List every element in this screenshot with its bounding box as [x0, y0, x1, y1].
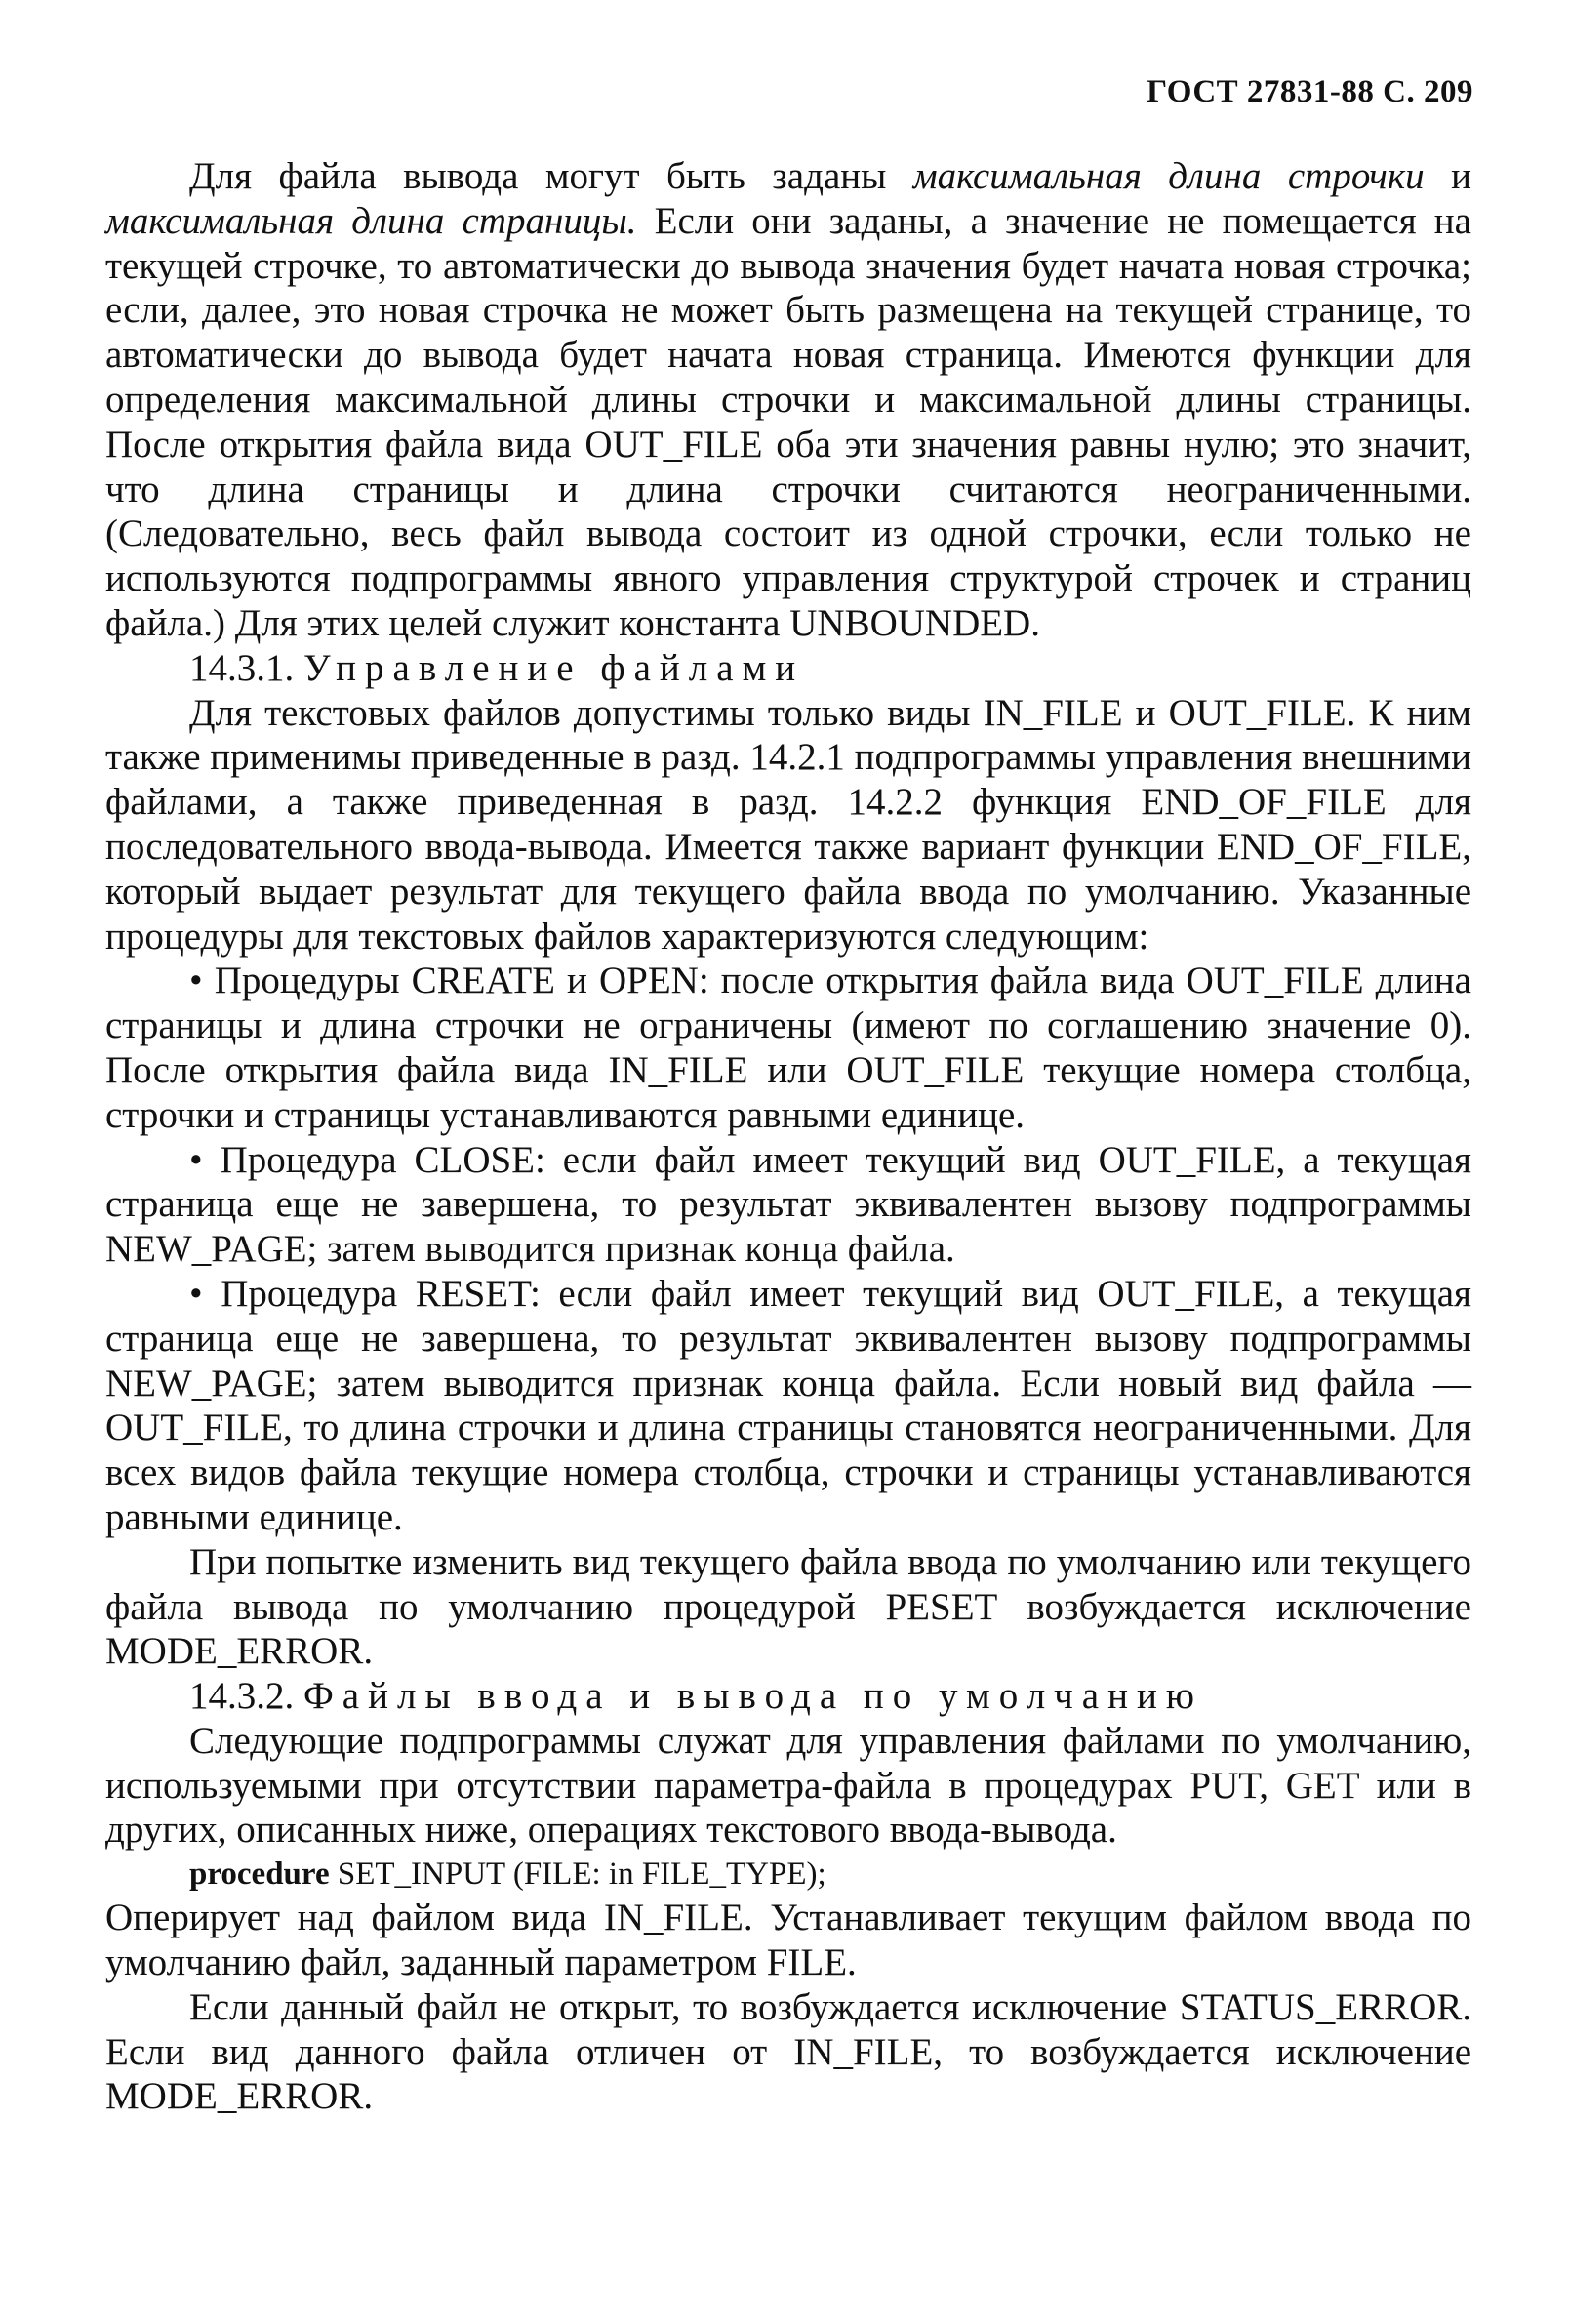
section-number: 14.3.1.	[189, 646, 295, 689]
section-number: 14.3.2.	[189, 1675, 295, 1718]
intro-italic-2: максимальная длина страницы.	[105, 199, 637, 242]
paragraph: Если данный файл не открыт, то возбуждается исключение STATUS_ERROR. Если вид данного файла отличен от IN_FILE, то возбуждается исключение MODE_ERROR.	[105, 1985, 1471, 2118]
bullet-item-create-open: • Процедуры CREATE и OPEN: после открытия файла вида OUT_FILE длина страницы и длина строчки не ограничены (имеют по соглашению значение 0). После открытия файла вида IN_FILE или OUT_FILE текущие номера столбца, строчки и страницы устанавливаются равными единице.	[105, 959, 1471, 1136]
paragraph: При попытке изменить вид текущего файла ввода по умолчанию или текущего файла вывода по умолчанию процедурой PESET возбуждается исключение MODE_ERROR.	[105, 1540, 1471, 1673]
document-body	[105, 154, 1471, 2119]
section-title: Управление файлами	[303, 646, 805, 689]
paragraph: Оперирует над файлом вида IN_FILE. Устанавливает текущим файлом ввода по умолчанию файл, заданный параметром FILE.	[105, 1896, 1471, 1984]
paragraph: Для текстовых файлов допустимы только виды IN_FILE и OUT_FILE. К ним также применимы приведенные в разд. 14.2.1 подпрограммы управления внешними файлами, а также приведенная в разд. 14.2.2 функция END_OF_FILE для последовательного ввода-вывода. Имеется также вариант функции END_OF_FILE, который выдает результат для текущего файла ввода по умолчанию. Указанные процедуры для текстовых файлов характеризуются следующим:	[105, 691, 1471, 958]
bullet-item-reset: • Процедура RESET: если файл имеет текущий вид OUT_FILE, а текущая страница еще не завершена, то результат эквивалентен вызову подпрограммы NEW_PAGE; затем выводится признак конца файла. Если новый вид файла — OUT_FILE, то длина строчки и длина страницы становятся неограниченными. Для всех видов файла текущие номера столбца, строчки и страницы устанавливаются равными единице.	[105, 1272, 1471, 1538]
intro-text-1: Для файла вывода могут быть заданы	[189, 155, 913, 197]
section-heading-14-3-2	[105, 1674, 1471, 1719]
code-declaration	[105, 1853, 1471, 1896]
intro-italic-1: максимальная длина строчки	[912, 155, 1425, 197]
intro-text-2: и	[1424, 155, 1471, 197]
paragraph: Следующие подпрограммы служат для управления файлами по умолчанию, используемыми при отсутствии параметра-файла в процедурах PUT, GET или в других, описанных ниже, операциях текстового ввода-вывода.	[105, 1719, 1471, 1852]
page-header: ГОСТ 27831-88 С. 209	[1147, 74, 1473, 109]
section-title: Файлы ввода и вывода по умолчанию	[303, 1675, 1203, 1718]
intro-text-3: Если они заданы, а значение не помещается на текущей строчке, то автоматически до вывода значения будет начата новая строчка; если, далее, это новая строчка не может быть размещена на текущей странице, то автоматически до вывода будет начата новая страница. Имеются функции для определения максимальной длины строчки и максимальной длины страницы. После открытия файла вида OUT_FILE оба эти значения равны нулю; это значит, что длина страницы и длина строчки считаются неограниченными. (Следовательно, весь файл вывода состоит из одной строчки, если только не используются подпрограммы явного управления структурой строчек и страниц файла.) Для этих целей служит константа UNBOUNDED.	[105, 199, 1471, 644]
intro-paragraph	[105, 154, 1471, 646]
code-signature: SET_INPUT (FILE: in FILE_TYPE);	[329, 1856, 826, 1893]
section-heading-14-3-1	[105, 646, 1471, 691]
bullet-item-close: • Процедура CLOSE: если файл имеет текущий вид OUT_FILE, а текущая страница еще не завершена, то результат эквивалентен вызову подпрограммы NEW_PAGE; затем выводится признак конца файла.	[105, 1138, 1471, 1271]
code-keyword: procedure	[189, 1856, 330, 1893]
